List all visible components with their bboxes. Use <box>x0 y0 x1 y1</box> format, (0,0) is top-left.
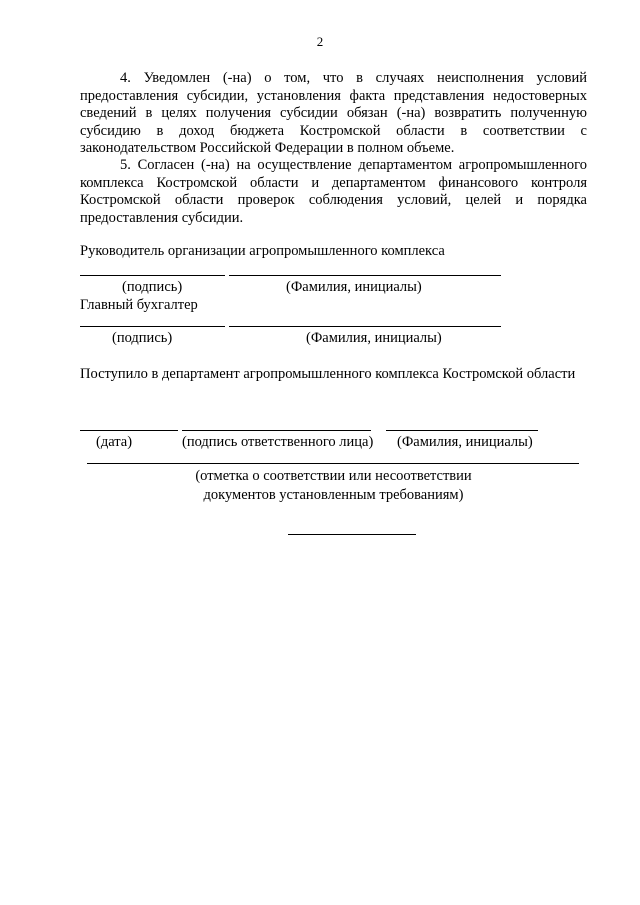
head-signature-caption: (подпись) <box>122 279 183 295</box>
end-divider <box>288 534 416 535</box>
head-name-line <box>229 275 501 276</box>
head-signature-line <box>80 275 225 276</box>
head-name-caption: (Фамилия, инициалы) <box>286 279 422 295</box>
paragraph-5 <box>80 157 587 227</box>
head-of-organization-label: Руководитель организации агропромышленного комплекса <box>80 243 445 259</box>
date-line <box>80 430 178 431</box>
accountant-signature-caption: (подпись) <box>112 330 173 346</box>
chief-accountant-label: Главный бухгалтер <box>80 297 198 313</box>
compliance-mark-line <box>87 463 579 464</box>
date-caption: (дата) <box>96 434 133 450</box>
accountant-name-caption: (Фамилия, инициалы) <box>306 330 442 346</box>
responsible-signature-caption: (подпись ответственного лица) <box>182 434 374 450</box>
compliance-note-line-1: (отметка о соответствии или несоответствии <box>195 468 472 484</box>
accountant-name-line <box>229 326 501 327</box>
responsible-name-caption: (Фамилия, инициалы) <box>397 434 533 450</box>
compliance-note-line-2: документов установленным требованиям) <box>203 487 464 503</box>
page-number: 2 <box>316 34 324 49</box>
accountant-signature-line <box>80 326 225 327</box>
paragraph-5-text: 5. Согласен (-на) на осуществление департаментом агропромышленного комплекса Костромской области и департаментом финансового контроля Костромской области проверок соблюдения условий, целей и порядка предоставления субсидии. <box>80 157 587 226</box>
responsible-signature-line <box>182 430 371 431</box>
received-notice: Поступило в департамент агропромышленного комплекса Костромской области <box>80 366 576 382</box>
paragraph-4 <box>80 70 587 158</box>
responsible-name-line <box>386 430 538 431</box>
paragraph-4-text: 4. Уведомлен (-на) о том, что в случаях неисполнения условий предоставления субсидии, установления факта представления недостоверных сведений в целях получения субсидии обязан (-на) возвратить полученную субсидию в доход бюджета Костромской области в соответствии с законодательством Российской Федерации в полном объеме. <box>80 70 587 156</box>
